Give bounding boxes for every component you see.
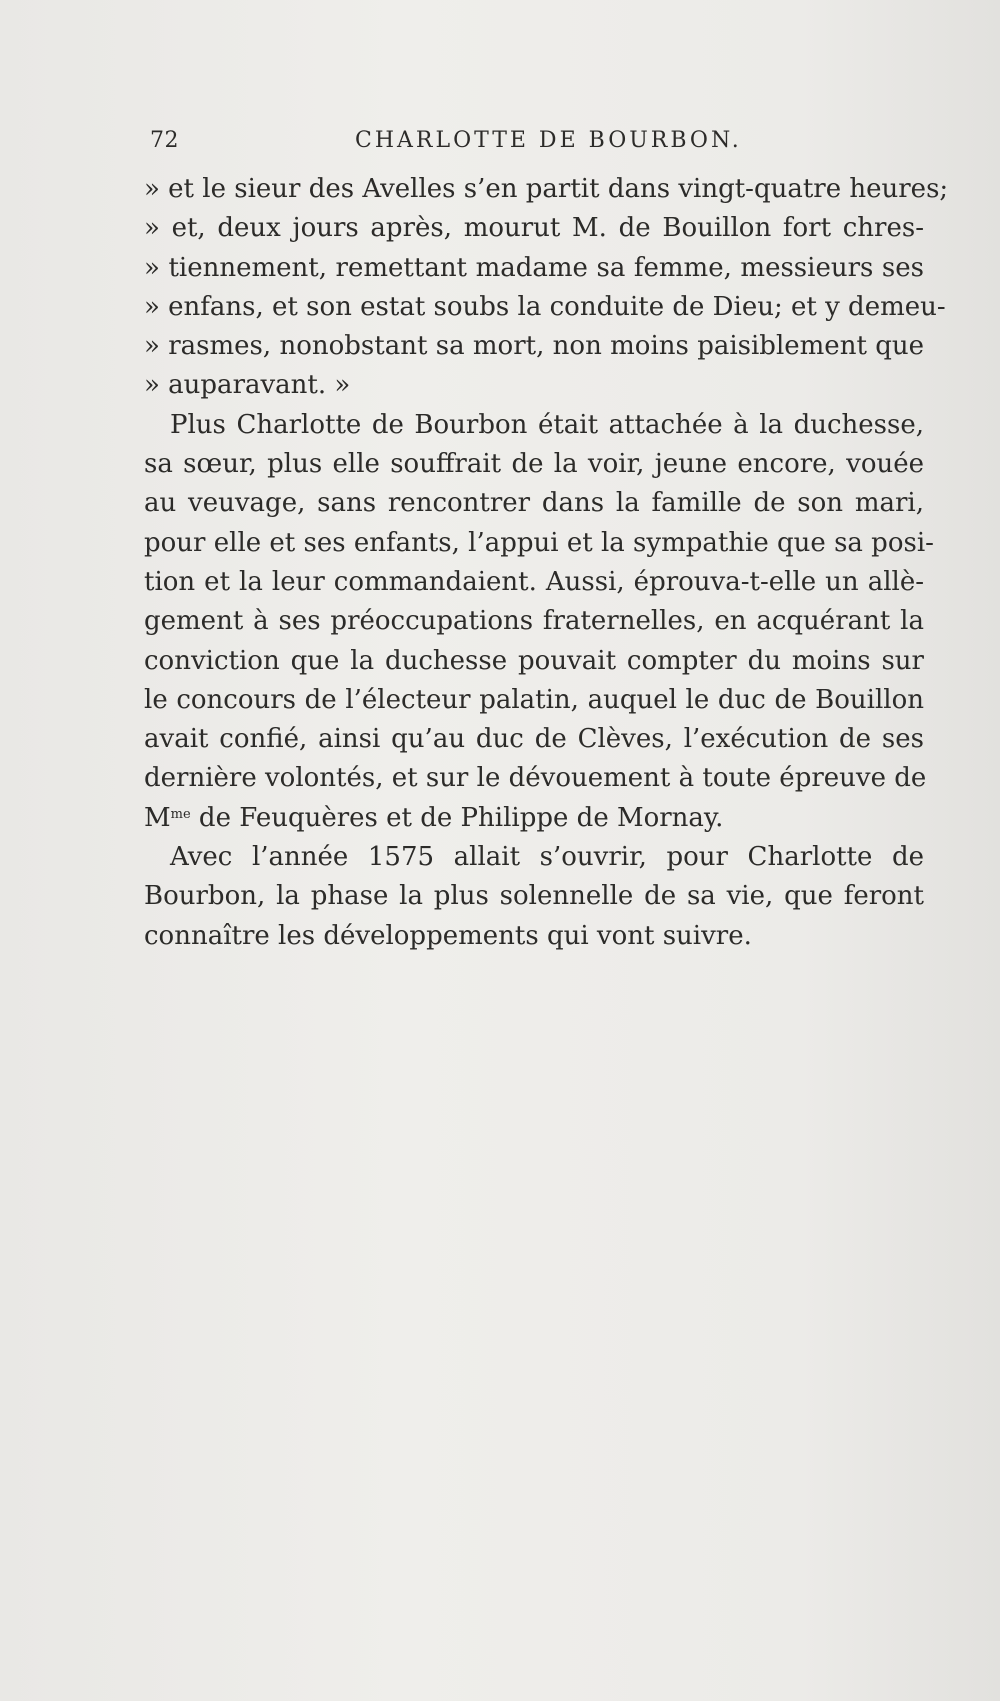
page-number: 72 (150, 128, 179, 153)
text-line: tion et la leur commandaient. Aussi, éprouva-t-elle un allè- (144, 566, 924, 597)
text-line: sa sœur, plus elle souffrait de la voir, jeune encore, vouée (144, 449, 924, 480)
body-text (144, 170, 949, 956)
mme-superscript: me (170, 806, 191, 822)
text-line: » et, deux jours après, mourut M. de Bouillon fort chres- (144, 213, 924, 244)
text-line: pour elle et ses enfants, l’appui et la sympathie que sa posi- (144, 527, 934, 558)
text-line: au veuvage, sans rencontrer dans la famille de son mari, (144, 488, 924, 519)
text-line: le concours de l’électeur palatin, auquel le duc de Bouillon (144, 684, 924, 715)
text-line: » auparavant. » (144, 370, 351, 401)
text-line: dernière volontés, et sur le dévouement à toute épreuve de (144, 763, 927, 794)
text-line: » rasmes, nonobstant sa mort, non moins paisiblement que (144, 331, 924, 362)
mme-prefix: M (144, 802, 171, 833)
text-line: » enfans, et son estat soubs la conduite de Dieu; et y demeu- (144, 291, 946, 322)
text-line: avait confié, ainsi qu’au duc de Clèves, l’exécution de ses (144, 724, 924, 755)
text-line: Plus Charlotte de Bourbon était attachée à la duchesse, (170, 409, 924, 440)
running-title: CHARLOTTE DE BOURBON. (355, 128, 742, 153)
text-line: Avec l’année 1575 allait s’ouvrir, pour Charlotte de (170, 842, 924, 873)
text-line: connaître les développements qui vont suivre. (144, 920, 752, 951)
text-line: Bourbon, la phase la plus solennelle de sa vie, que feront (144, 881, 924, 912)
page-header (150, 124, 910, 164)
text-line: » et le sieur des Avelles s’en partit dans vingt-quatre heures; (144, 174, 949, 204)
text-line: gement à ses préoccupations fraternelles, en acquérant la (144, 606, 924, 637)
text-line: » tiennement, remettant madame sa femme, messieurs ses (144, 252, 924, 283)
text-line: conviction que la duchesse pouvait compter du moins sur (144, 645, 924, 676)
text-line-mme (144, 799, 924, 838)
mme-rest: de Feuquères et de Philippe de Mornay. (190, 802, 724, 833)
